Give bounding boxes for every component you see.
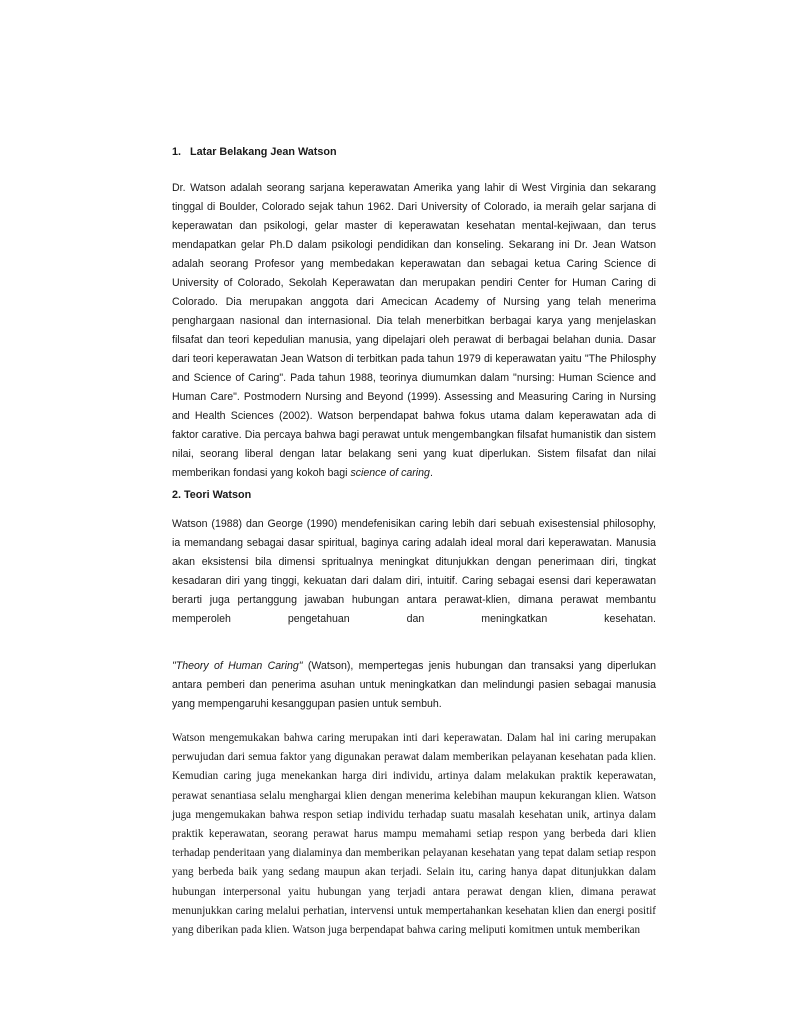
- section-1-paragraph: [172, 179, 656, 483]
- section-2-paragraph-2: [172, 657, 656, 714]
- section-1-number: 1.: [172, 146, 182, 158]
- section-2-paragraph-3: Watson mengemukakan bahwa caring merupakan inti dari keperawatan. Dalam hal ini caring merupakan perwujudan dari semua faktor yang digunakan perawat dalam memberikan pelayanan kesehatan pada klien. Kemudian caring juga menekankan harga diri individu, artinya dalam melakukan praktik keperawatan, perawat senantiasa selalu menghargai klien dengan menerima kelebihan maupun kekurangan klien. Watson juga mengemukakan bahwa respon setiap individu terhadap suatu masalah kesehatan unik, artinya dalam praktik keperawatan, seorang perawat harus mampu memahami setiap respon yang berbeda dari klien terhadap penderitaan yang dialaminya dan memberikan pelayanan kesehatan yang tepat dalam setiap respon yang berbeda baik yang sedang maupun akan terjadi. Selain itu, caring hanya dapat ditunjukkan dalam hubungan interpersonal yaitu hubungan yang terjadi antara perawat dengan klien, dimana perawat menunjukkan caring melalui perhatian, intervensi untuk mempertahankan kesehatan klien dan energi positif yang diberikan pada klien. Watson juga berpendapat bahwa caring meliputi komitmen untuk memberikan: [172, 732, 656, 937]
- section-2-paragraph-1: Watson (1988) dan George (1990) mendefenisikan caring lebih dari sebuah exisestensial philosophy, ia memandang sebagai dasar spiritual, baginya caring adalah ideal moral dari keperawatan. Manusia akan eksistensi bila dimensi spritualnya meningkat ditunjukkan dengan penerimaan diri, tingkat kesadaran diri yang tinggi, kekuatan dari dalam diri, intuitif. Caring sebagai esensi dari keperawatan berarti juga pertanggung jawaban hubungan antara perawat-klien, dimana perawat membantu memperoleh pengetahuan dan meningkatkan kesehatan.: [172, 518, 656, 625]
- section-1-heading: [172, 145, 337, 159]
- section-2-heading: 2. Teori Watson: [172, 489, 252, 501]
- section-2-paragraph-2-text: (Watson), mempertegas jenis hubungan dan transaksi yang diperlukan antara pemberi dan penerima asuhan untuk meningkatkan dan melindungi pasien sebagai manusia yang mempengaruhi kesanggupan pasien untuk sembuh.: [172, 660, 656, 710]
- section-1-end-punct: .: [429, 467, 433, 479]
- theory-title-italic: "Theory of Human Caring": [172, 660, 303, 672]
- section-1-title: Latar Belakang Jean Watson: [190, 146, 337, 158]
- section-1-paragraph-text: Dr. Watson adalah seorang sarjana keperawatan Amerika yang lahir di West Virginia dan sekarang tinggal di Boulder, Colorado sejak tahun 1962. Dari University of Colorado, ia meraih gelar sarjana di keperawatan dan psikologi, gelar master di keperawatan kesehatan mental-kejiwaan, dan terus mendapatkan gelar Ph.D dalam psikologi pendidikan dan konseling. Sekarang ini Dr. Jean Watson adalah seorang Profesor yang membedakan keperawatan dan sebagai ketua Caring Science di University of Colorado, Sekolah Keperawatan dan merupakan pendiri Center for Human Caring di Colorado. Dia merupakan anggota dari Amecican Academy of Nursing yang telah menerima penghargaan nasional dan internasional. Dia telah menerbitkan berbagai karya yang menjelaskan filsafat dan teori kepedulian manusia, yang dipelajari oleh perawat di berbagai belahan dunia. Dasar dari teori keperawatan Jean Watson di terbitkan pada tahun 1979 di keperawatan yaitu "The Philosphy and Science of Caring". Pada tahun 1988, teorinya diumumkan dalam "nursing: Human Science and Human Care". Postmodern Nursing and Beyond (1999). Assessing and Measuring Caring in Nursing and Health Sciences (2002). Watson berpendapat bahwa fokus utama dalam keperawatan ada di faktor carative. Dia percaya bahwa bagi perawat untuk mengembangkan filsafat humanistik dan sistem nilai, seorang liberal dengan latar belakang seni yang kuat diperlukan. Sistem filsafat dan nilai memberikan fondasi yang kokoh bagi: [172, 182, 656, 479]
- section-1-italic-term: science of caring: [350, 467, 430, 479]
